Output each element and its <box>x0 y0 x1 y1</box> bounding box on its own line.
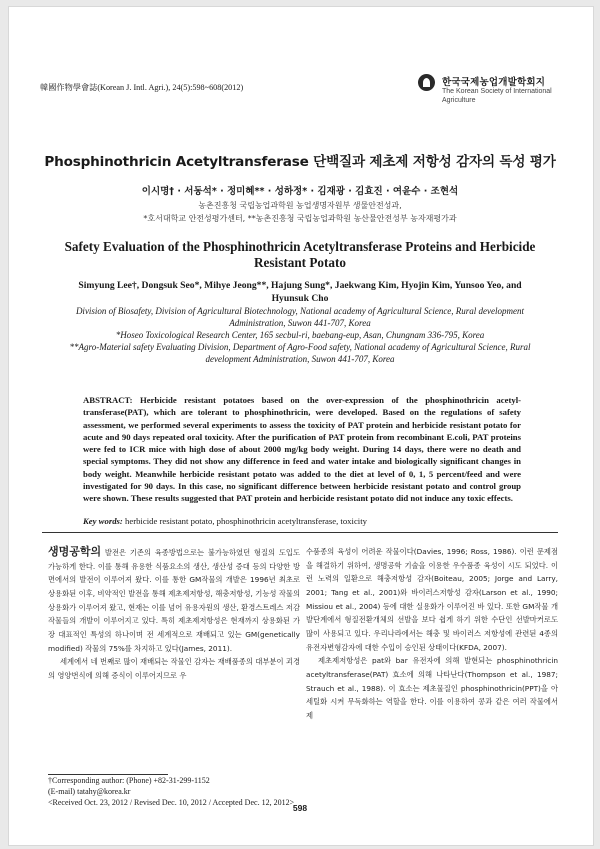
page-number: 598 <box>292 803 308 813</box>
society-logo-block <box>418 68 568 110</box>
affiliation-korean-2: *호서대학교 안전성평가센터, **농촌진흥청 국립농업과학원 농산물안전성부 농자재평가과 <box>143 214 457 223</box>
affiliation-english-3: **Agro-Material safety Evaluating Division, Department of Agro-Food safety, National academy of Agricultural Science, Rural development Administration, Suwon 441-707, Korea <box>69 342 531 364</box>
affiliation-english-1: Division of Biosafety, Division of Agricultural Biotechnology, National academy of Agricultural Science, Rural development Administration, Suwon 441-707, Korea <box>75 306 525 328</box>
footnote-email: (E-mail) tatahy@korea.kr <box>48 786 131 796</box>
abstract <box>83 394 521 504</box>
authors-korean: 이시명† · 서동석* · 정미혜** · 성하정* · 김재광 · 김효진 · 여윤수 · 조현석 <box>141 186 459 197</box>
body-column-right <box>306 545 558 723</box>
society-name-ko: 한국국제농업개발학회지 <box>442 77 546 88</box>
body-right-paragraph-1: 수품종의 육성이 어려운 작물이다(Davies, 1996; Ross, 1986). 이런 문제점을 해결하기 위하여, 생명공학 기술을 이용한 우수품종 육성이 시도 되었다. 이런 노력의 일환으로 해충저항성 감자(Boiteau, 2005; Jorge and Larry, 2001; Tang et al., 2001)와 바이러스저항성 감자(Larson et al., 1990; Missiou et al., 2004) 등에 대한 실용화가 이루어진 바 있다. 또한 GM작물 개발단계에서 형질전환개체의 선발을 보다 쉽게 하기 위한 수단인 선발마커로도 많이 사용되고 있다. 우리나라에서는 해충 및 바이러스 저항성에 관련된 4종의 유전자변형감자에 대한 수입이 승인된 상태이다(KFDA, 2007). <box>306 547 558 652</box>
body-left-paragraph-1: 발전은 기존의 육종방법으로는 불가능하였던 형질의 도입도 가능하게 한다. 이를 통해 유용한 식품요소의 생산, 생산성 증대 등의 다양한 방면에서의 발전이 이루어져 왔다. 이를 통한 GM작물의 개발은 1996년 최초로 상용화된 이후, 비약적인 발전을 통해 제초제저항성, 해충저항성, 기능성 작물의 상용화가 이루어져 왔고, 현재는 이를 넘어 유용자원의 생산, 환경스트레스 저감 작물들의 개발이 이루어지고 있다. 특히 제초제저항성은 현재까지 상용화된 가장 대표적인 특성의 하나이며 전 세계적으로 재배되고 있는 GM(genetically modified) 작물의 75%를 차지하고 있다(James, 2011). <box>48 548 300 653</box>
authors-english: Simyung Lee†, Dongsuk Seo*, Mihye Jeong**, Hajung Sung*, Jaekwang Kim, Hyojin Kim, Yunsoo Yeo, and Hyunsuk Cho <box>78 280 522 304</box>
body-left-paragraph-2: 세계에서 네 번째로 많이 재배되는 작물인 감자는 재배품종의 대부분이 괴경의 영양번식에 의해 증식이 이루어지므로 우 <box>48 657 300 680</box>
body-lead-word: 생명공학의 <box>48 545 102 558</box>
society-name-en-line1: The Korean Society of International <box>442 88 552 95</box>
abstract-text: Herbicide resistant potatoes based on the over-expression of the phosphinothricin acetyl-transferase(PAT), which are tolerant to phosphinothricin, were developed. Based on the regulations of safety assessment, we performed several experiments to assess the toxicity of PAT protein and herbicide resistant potato for acute and 90 days repeated oral toxicity. After the purification of PAT protein from recombinant E.coli, PAT proteins were fed to ICR mice with high dose of about 2000 mg/kg body weight. During 14 days, there were no death and special symptoms. They did not show any difference in feed and water intake and biologically significant changes in body weight. Meanwhile herbicide resistant potato was added to the diet at level of 0, 1, 5 percent/feed and were investigated for 90 days. In this case, no significant difference between herbicide resistant potato and control group were shown. These results suggested that PAT protein and herbicide resistant potato did not induce any toxic effects. <box>83 395 521 503</box>
keywords <box>83 515 521 527</box>
affiliation-korean-1: 농촌진흥청 국립농업과학원 농업생명자원부 생물안전성과, <box>198 201 402 210</box>
keywords-text: herbicide resistant potato, phosphinothricin acetyltransferase, toxicity <box>125 516 367 526</box>
abstract-divider <box>42 532 558 533</box>
footnote-rule <box>48 774 168 775</box>
journal-citation: 韓國作物學會誌(Korean J. Intl. Agri.), 24(5):598~608(2012) <box>40 83 244 92</box>
society-logo-icon <box>418 74 435 91</box>
footnote-received: <Received Oct. 23, 2012 / Revised Dec. 10, 2012 / Accepted Dec. 12, 2012> <box>48 797 295 807</box>
title-korean: Phosphinothricin Acetyltransferase 단백질과 제초제 저항성 감자의 독성 평가 <box>44 154 556 170</box>
body-column-left <box>48 545 300 683</box>
keywords-label: Key words: <box>83 516 123 526</box>
abstract-label: ABSTRACT: <box>83 395 133 405</box>
affiliation-english-2: *Hoseo Toxicological Research Center, 165 secbul-ri, baebang-eup, Asan, Chungnam 336-795, Korea <box>115 330 485 340</box>
body-right-paragraph-2: 제초제저항성은 pat와 bar 유전자에 의해 발현되는 phosphinothricin acetyltransferase(PAT) 효소에 의해 나타난다(Thompson et al., 1987; Strauch et al., 1988). 이 효소는 제초물질인 phosphinothricin(PPT)을 아세틸화 시켜 무독화하는 역할을 한다. 이를 이용하여 콩과 같은 여러 작물에서 제 <box>306 656 558 720</box>
title-english: Safety Evaluation of the Phosphinothricin Acetyltransferase Proteins and Herbicide Resistant Potato <box>64 239 536 270</box>
footnote-corresponding: †Corresponding author: (Phone) +82-31-299-1152 <box>48 776 210 785</box>
society-name-en-line2: Agriculture <box>442 97 476 104</box>
